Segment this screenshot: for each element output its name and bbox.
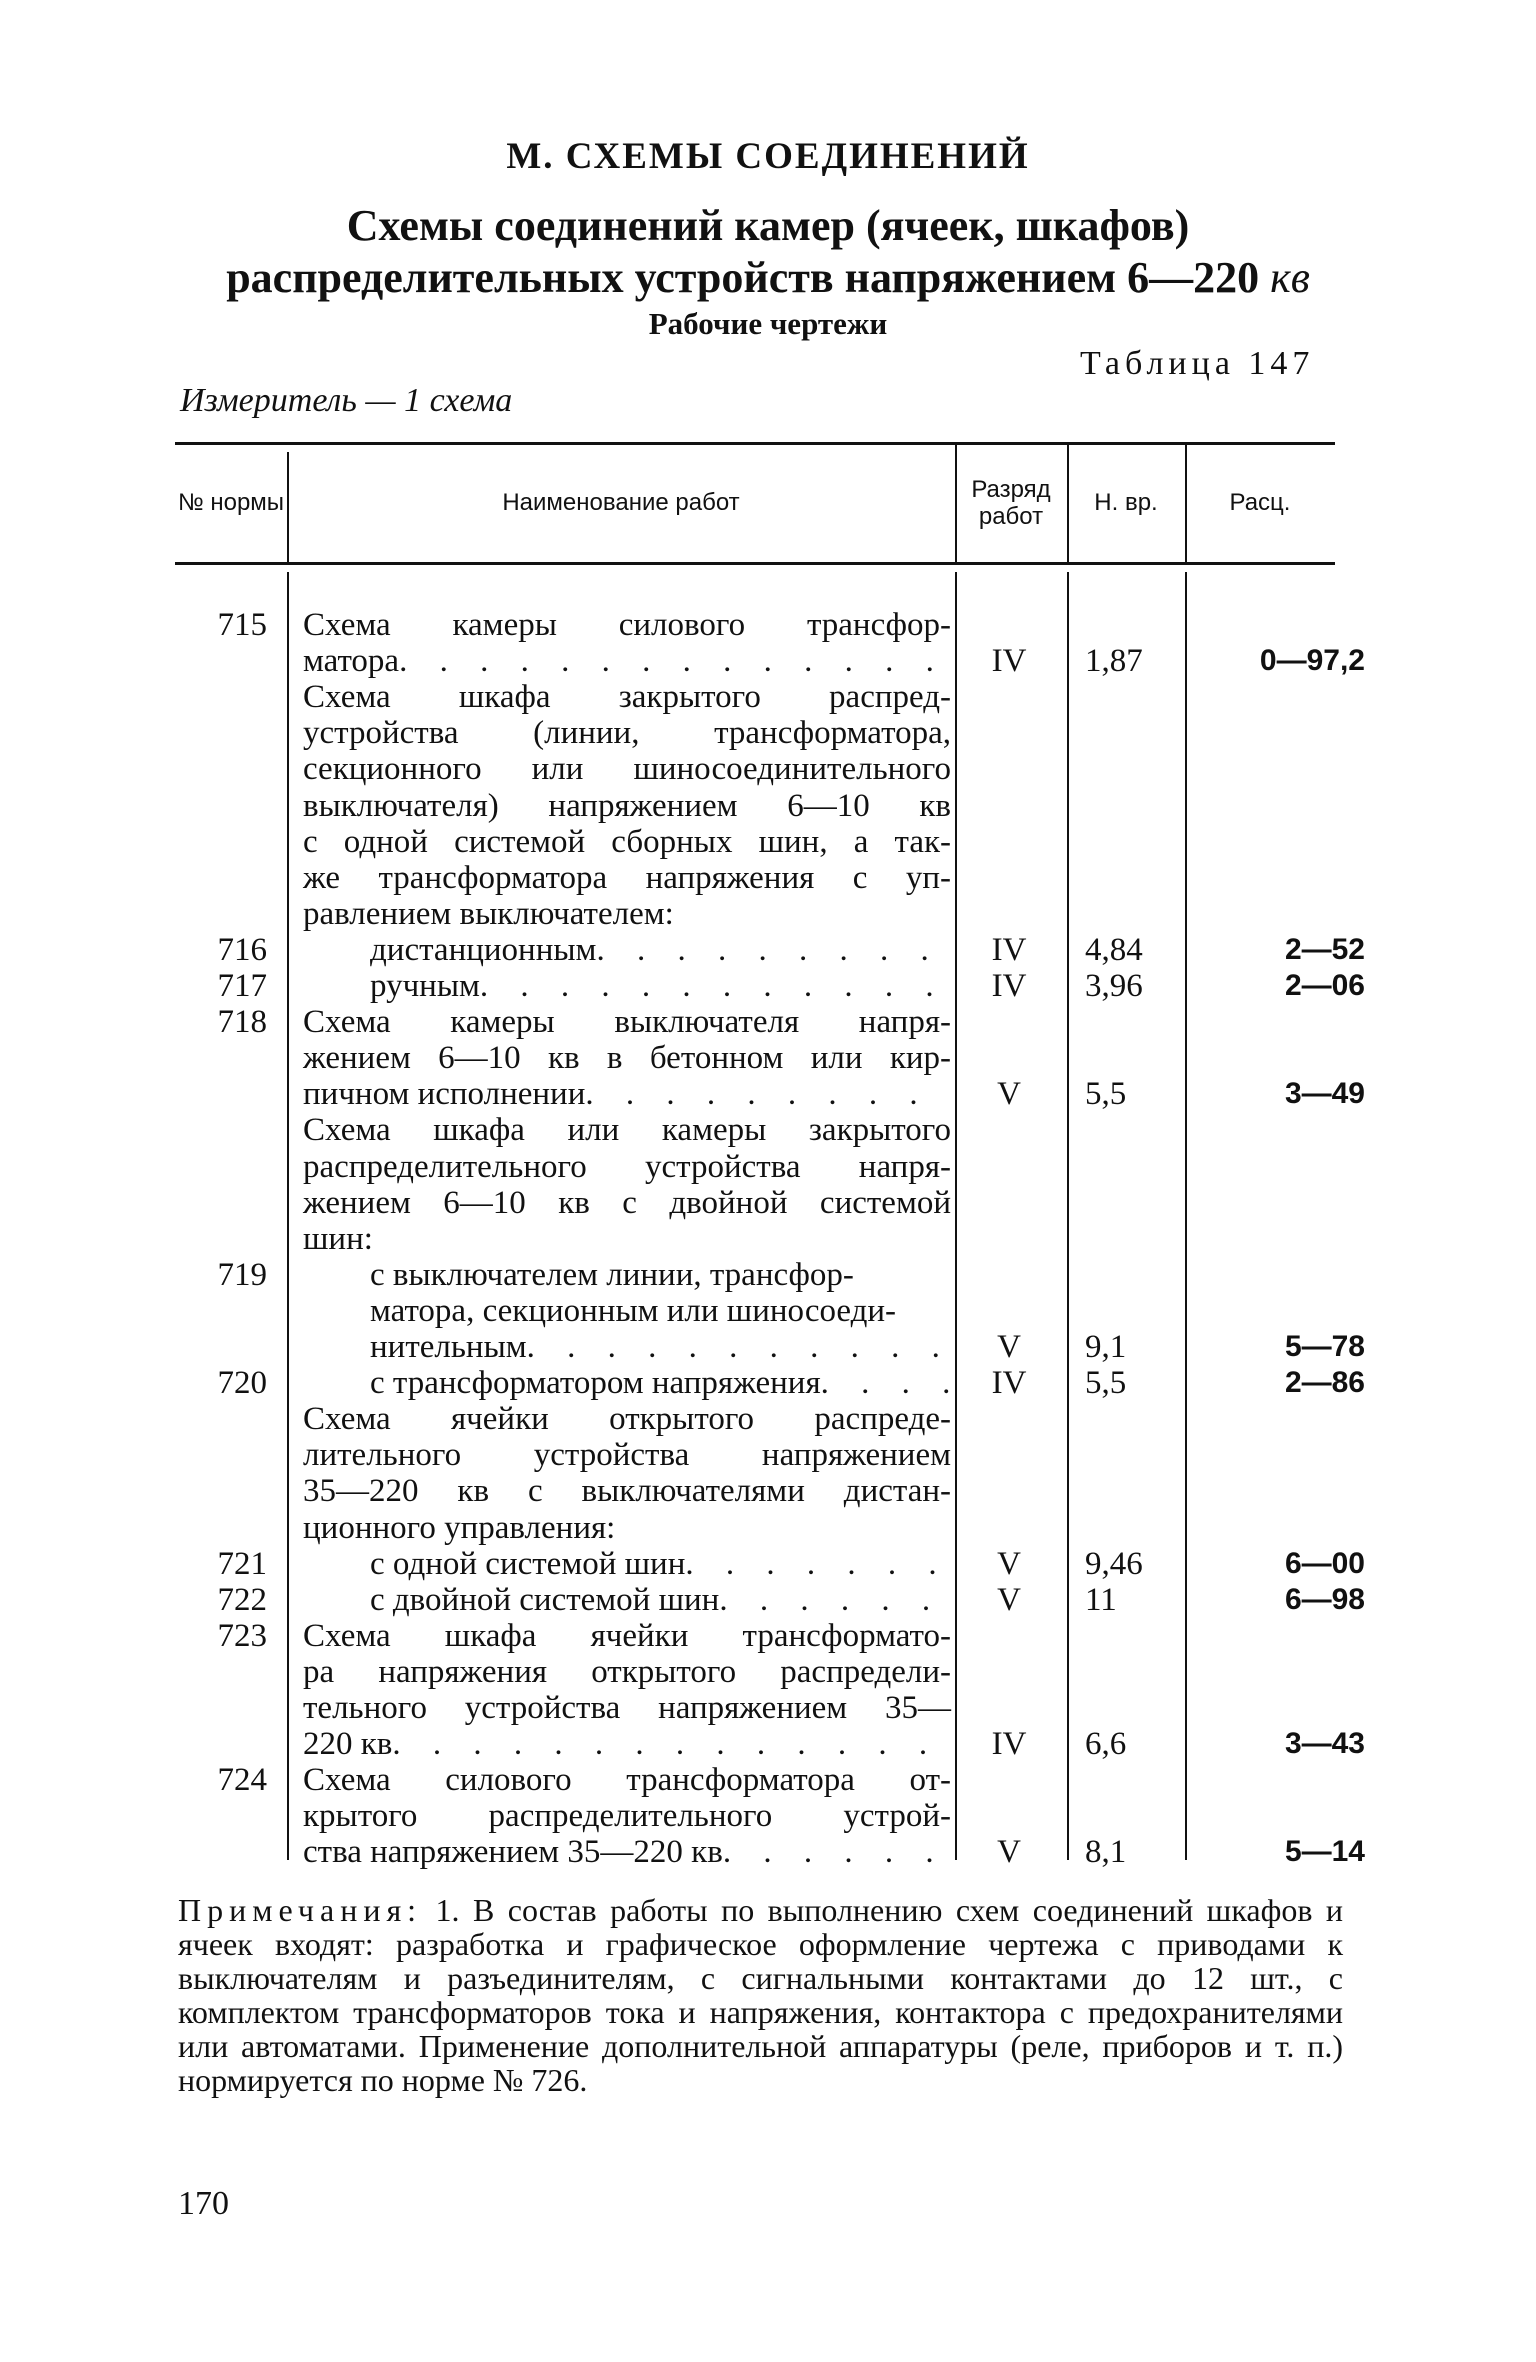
table-top-rule — [175, 442, 1335, 445]
work-description-line: Схема камеры силового трансфор- — [303, 607, 951, 643]
dot-leader — [392, 1726, 951, 1762]
work-description-text: матора — [303, 643, 400, 679]
work-description-text: ства напряжением 35—220 кв — [303, 1834, 723, 1870]
work-description-line: Схема шкафа закрытого распред- — [303, 679, 951, 715]
body-divider-3 — [1067, 572, 1069, 1860]
dot-leader — [719, 1582, 951, 1618]
work-grade: V — [997, 1582, 1021, 1618]
work-description-line: с одной системой сборных шин, а так- — [303, 824, 951, 860]
work-description-line: распределительного устройства напря- — [303, 1149, 951, 1185]
work-description-line: Схема силового трансформатора от- — [303, 1762, 951, 1798]
price-rate: 2—52 — [1284, 933, 1365, 966]
header-rate: Расц. — [1229, 489, 1291, 516]
time-norm: 3,96 — [1085, 968, 1143, 1004]
price-rate: 2—86 — [1284, 1366, 1365, 1399]
price-rate: 3—43 — [1284, 1727, 1365, 1760]
work-grade: IV — [991, 1726, 1027, 1762]
dot-leader — [585, 1076, 951, 1112]
time-norm: 9,1 — [1085, 1329, 1127, 1365]
section-title: М. СХЕМЫ СОЕДИНЕНИЙ — [506, 136, 1030, 177]
norm-number: 715 — [217, 607, 267, 643]
work-description-line: выключателя) напряжением 6—10 кв — [303, 788, 951, 824]
norm-number: 723 — [217, 1618, 267, 1654]
work-grade: IV — [991, 643, 1027, 679]
subtitle: Рабочие чертежи — [648, 306, 888, 341]
work-grade: IV — [991, 932, 1027, 968]
title-unit: кв — [1270, 253, 1310, 302]
page-title — [0, 200, 1536, 304]
body-divider-2 — [955, 572, 957, 1860]
work-description-line: матора, секционным или шиносоеди- — [370, 1293, 897, 1329]
notes-label: Примечания: — [178, 1892, 423, 1928]
dot-leader — [596, 932, 951, 968]
time-norm: 6,6 — [1085, 1726, 1127, 1762]
price-rate: 5—14 — [1284, 1835, 1365, 1868]
work-description-text: дистанционным — [370, 932, 597, 968]
work-description-line — [303, 1726, 951, 1762]
work-grade: IV — [991, 968, 1027, 1004]
time-norm: 1,87 — [1085, 643, 1143, 679]
work-description-line: ра напряжения открытого распредели- — [303, 1654, 951, 1690]
price-rate: 5—78 — [1284, 1330, 1365, 1363]
time-norm: 5,5 — [1085, 1365, 1127, 1401]
work-grade: IV — [991, 1365, 1027, 1401]
dot-leader — [480, 968, 951, 1004]
work-description-line: Схема шкафа ячейки трансформато- — [303, 1618, 951, 1654]
work-description-line: секционного или шиносоединительного — [303, 751, 951, 787]
notes-text: 1. В состав работы по выполнению схем соединений шкафов и ячеек входят: разработка и графическое оформление чертежа с приводами к выключателям и разъединителям, с сигнальными контактами до 12 шт., с комплектом трансформаторов тока и напряжения, контактора с предохранителями или автоматами. Применение дополнительной аппаратуры (реле, приборов и т. п.) нормируется по норме № 726. — [178, 1892, 1344, 2098]
work-grade: V — [997, 1076, 1021, 1112]
title-line-1: Схемы соединений камер (ячеек, шкафов) — [346, 201, 1190, 250]
work-description-line: Схема ячейки открытого распреде- — [303, 1401, 951, 1437]
work-description-line: равлением выключателем: — [303, 896, 674, 932]
dot-leader — [723, 1834, 951, 1870]
title-line-2-text: распределительных устройств напряжением 6—220 — [226, 253, 1260, 302]
norms-table — [175, 442, 1365, 1870]
work-description-line: лительного устройства напряжением — [303, 1437, 951, 1473]
work-description-line: устройства (линии, трансформатора, — [303, 715, 951, 751]
title-line-2 — [0, 252, 1536, 304]
time-norm: 9,46 — [1085, 1546, 1143, 1582]
header-name: Наименование работ — [502, 489, 740, 516]
norm-number: 716 — [217, 932, 267, 968]
work-description-text: с трансформатором напряжения — [370, 1365, 821, 1401]
work-description-line — [370, 1582, 951, 1618]
norm-number: 719 — [217, 1257, 267, 1293]
dot-leader — [527, 1329, 951, 1365]
dot-leader — [821, 1365, 951, 1401]
work-description-line — [370, 968, 951, 1004]
work-description-line — [370, 1329, 951, 1365]
work-description-text: с одной системой шин — [370, 1546, 686, 1582]
work-description-line: тельного устройства напряжением 35— — [303, 1690, 951, 1726]
price-rate: 0—97,2 — [1259, 644, 1365, 677]
time-norm: 8,1 — [1085, 1834, 1127, 1870]
work-grade: V — [997, 1329, 1021, 1365]
work-description-line: с выключателем линии, трансфор- — [370, 1257, 854, 1293]
work-description-text: пичном исполнении — [303, 1076, 586, 1112]
page-number: 170 — [178, 2185, 229, 2222]
work-grade: V — [997, 1834, 1021, 1870]
norm-number: 721 — [217, 1546, 267, 1582]
work-description-text: ручным — [370, 968, 480, 1004]
work-description-line: жением 6—10 кв с двойной системой — [303, 1185, 951, 1221]
header-number: № нормы — [177, 489, 285, 516]
work-description-line — [370, 1546, 951, 1582]
time-norm: 11 — [1085, 1582, 1117, 1618]
work-description-line — [370, 1365, 951, 1401]
work-description-line: крытого распределительного устрой- — [303, 1798, 951, 1834]
work-description-line: жением 6—10 кв в бетонном или кир- — [303, 1040, 951, 1076]
price-rate: 6—00 — [1284, 1547, 1365, 1580]
work-description-line — [303, 643, 951, 679]
work-description-line — [370, 932, 951, 968]
norm-number: 722 — [217, 1582, 267, 1618]
time-norm: 5,5 — [1085, 1076, 1127, 1112]
work-description-text: нительным — [370, 1329, 527, 1365]
work-description-line: же трансформатора напряжения с уп- — [303, 860, 951, 896]
norm-number: 724 — [217, 1762, 267, 1798]
work-description-line: Схема камеры выключателя напря- — [303, 1004, 951, 1040]
table-number: Таблица 147 — [1080, 345, 1315, 382]
body-divider-4 — [1185, 572, 1187, 1860]
measure-unit: Измеритель — 1 схема — [180, 382, 513, 419]
work-grade: V — [997, 1546, 1021, 1582]
work-description-text: с двойной системой шин — [370, 1582, 720, 1618]
work-description-line: Схема шкафа или камеры закрытого — [303, 1112, 951, 1148]
work-description-line: ционного управления: — [303, 1510, 616, 1546]
header-grade: Разряд работ — [971, 475, 1051, 530]
work-description-line: шин: — [303, 1221, 373, 1257]
price-rate: 6—98 — [1284, 1583, 1365, 1616]
time-norm: 4,84 — [1085, 932, 1143, 968]
work-description-text: 220 кв — [303, 1726, 393, 1762]
dot-leader — [685, 1546, 951, 1582]
price-rate: 2—06 — [1284, 969, 1365, 1002]
norm-number: 720 — [217, 1365, 267, 1401]
price-rate: 3—49 — [1284, 1077, 1365, 1110]
body-divider-1 — [287, 572, 289, 1860]
work-description-line — [303, 1076, 951, 1112]
header-hours: Н. вр. — [1094, 489, 1158, 516]
work-description-line: 35—220 кв с выключателями дистан- — [303, 1473, 951, 1509]
notes — [178, 1893, 1343, 2097]
norm-number: 717 — [217, 968, 267, 1004]
norm-number: 718 — [217, 1004, 267, 1040]
table-header-rule — [175, 562, 1335, 565]
dot-leader — [399, 643, 951, 679]
work-description-line — [303, 1834, 951, 1870]
